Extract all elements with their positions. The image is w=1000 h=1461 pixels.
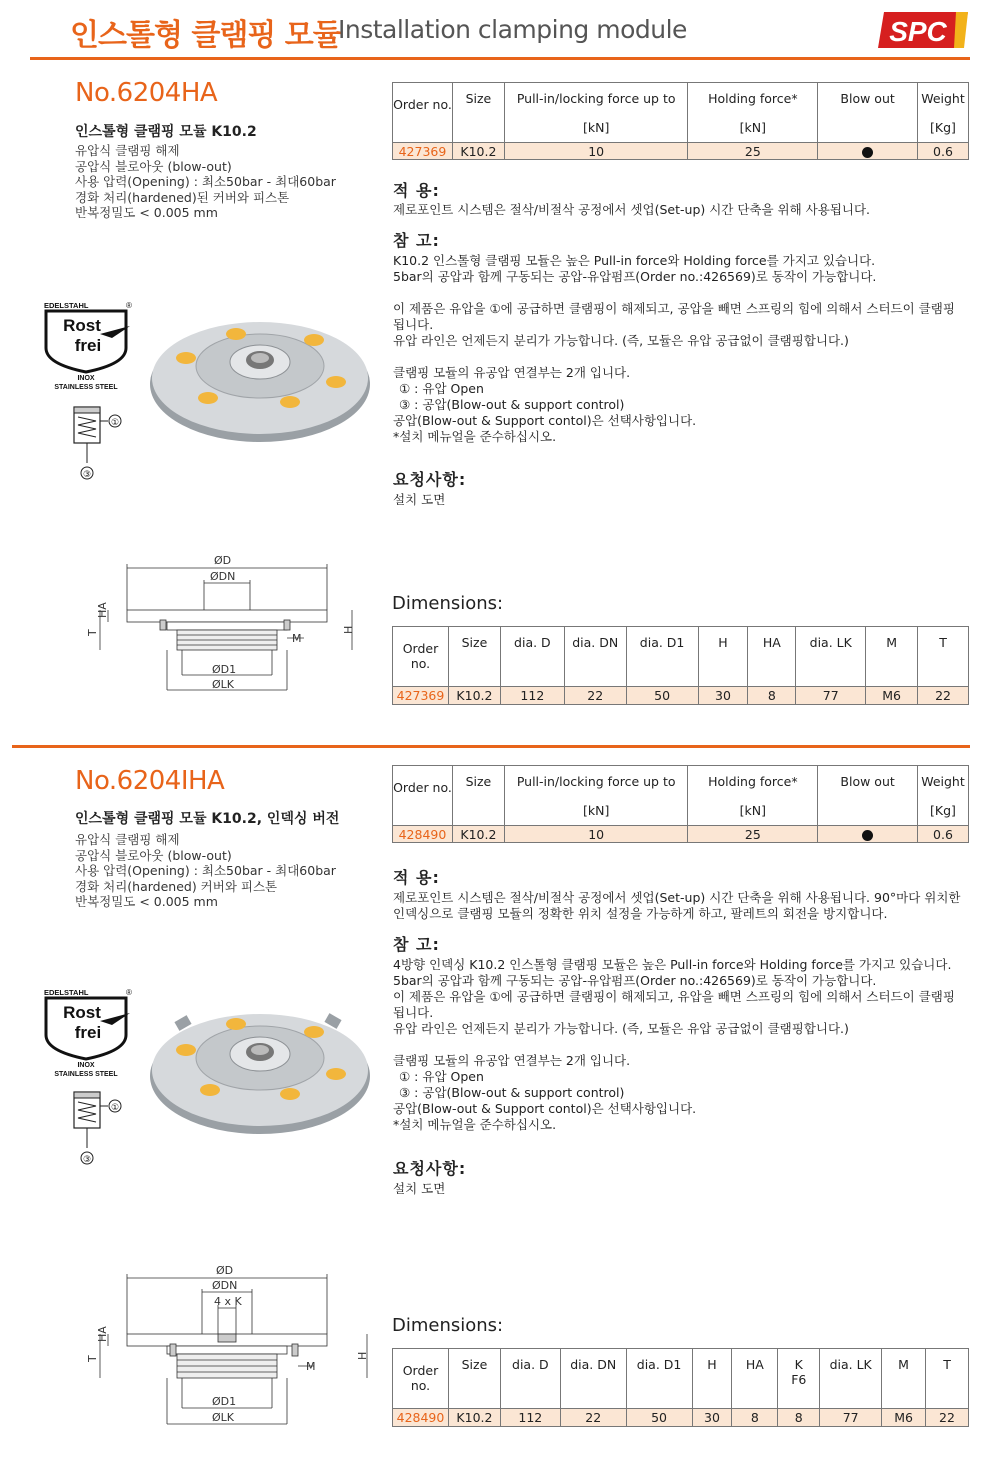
table-row [393,826,969,843]
feature-list [75,143,336,221]
apply-text: 제로포인트 시스템은 절삭/비절삭 공정에서 셋업(Set-up) 시간 단축을 위해 사용됩니다. 90°마다 위치한 인덱싱으로 클램핑 모듈의 정확한 위치 설정을 가능하게 하고, 팔레트의 회전을 방지합니다. [393,890,961,921]
feature-item: 사용 압력(Opening) : 최소50bar - 최대60bar [75,174,336,189]
spc-logo [878,8,968,52]
note-heading: 참 고: [393,231,440,250]
svg-text:EDELSTAHL: EDELSTAHL [44,301,89,310]
hydraulic-symbol-icon [68,1088,138,1168]
cell-size: K10.2 [452,826,504,843]
col-header-size: Size [448,1349,500,1409]
dim-label-dn: ØDN [212,1279,238,1292]
table-row [393,687,969,705]
cell-weight: 0.6 [917,143,968,160]
dim-label-m: M [306,1360,316,1373]
request-heading: 요청사항: [393,470,467,489]
cell-lk: 77 [796,687,866,705]
blowout-dot-icon [862,830,873,841]
cell-ha: 8 [732,1409,778,1427]
col-header-m: M [866,627,918,687]
svg-text:INOX: INOX [77,375,95,382]
col-header-size: Size [452,766,504,826]
col-header-d1: dia. D1 [626,1349,692,1409]
dim-label-h: H [356,1351,369,1360]
cell-h: 30 [692,1409,732,1427]
col-header-d: dia. D [500,627,564,687]
apply-heading: 적 용: [393,868,440,887]
feature-list [75,832,336,910]
col-header-hold: Holding force* [kN] [688,83,818,143]
svg-text:®: ® [126,301,132,310]
cell-size: K10.2 [448,687,500,705]
cell-t: 22 [918,687,969,705]
header-rule [30,57,970,60]
cell-size: K10.2 [452,143,504,160]
cell-size: K10.2 [448,1409,500,1427]
cell-d: 112 [500,687,564,705]
col-header-lk: dia. LK [820,1349,882,1409]
model-name: 인스톨형 클램핑 모듈 K10.2 [75,124,257,140]
rostfrei-stamp-icon [42,298,137,393]
cell-d: 112 [500,1409,560,1427]
note-heading: 참 고: [393,935,440,954]
dim-label-k: 4 x K [214,1295,242,1308]
svg-text:frei: frei [74,1023,102,1042]
dimensions-table [392,626,969,705]
cell-hold: 25 [688,826,818,843]
dim-label-h: H [342,625,355,634]
svg-text:STAINLESS STEEL: STAINLESS STEEL [54,1071,118,1078]
cell-pull: 10 [504,826,688,843]
col-header-t: T [926,1349,969,1409]
col-header-m: M [882,1349,926,1409]
cell-h: 30 [698,687,748,705]
svg-text:®: ® [126,988,132,997]
feature-item: 공압식 블로아웃 (blow-out) [75,847,232,863]
dim-label-d: ØD [214,554,232,567]
feature-item: 공압식 블로아웃 (blow-out) [75,158,232,174]
svg-text:Rost: Rost [63,316,101,335]
svg-text:Rost: Rost [63,1003,101,1022]
svg-text:③: ③ [82,1155,92,1165]
cell-t: 22 [926,1409,969,1427]
model-number: No.6204HA [75,78,218,108]
col-header-blow: Blow out [818,766,918,826]
feature-item: 경화 처리(hardened)된 커버와 피스톤 [75,189,290,205]
cell-pull: 10 [504,143,688,160]
cell-d1: 50 [626,687,698,705]
product-photo [148,300,373,450]
dim-label-ha: HA [96,602,109,618]
col-header-order: Order no. [393,1349,449,1409]
dim-label-lk: ØLK [212,678,234,691]
apply-text: 제로포인트 시스템은 절삭/비절삭 공정에서 셋업(Set-up) 시간 단축을 위해 사용됩니다. [393,202,871,217]
page-title-english: Installation clamping module [338,15,687,44]
cell-k: 8 [778,1409,820,1427]
technical-drawing [82,1262,382,1437]
col-header-dn: dia. DN [560,1349,626,1409]
col-header-weight: Weight [Kg] [917,766,968,826]
dimensions-heading: Dimensions: [392,1315,504,1336]
dimensions-heading: Dimensions: [392,593,504,614]
spec-table [392,82,969,160]
dim-label-d: ØD [216,1264,234,1277]
feature-item: 반복정밀도 < 0.005 mm [75,205,218,220]
col-header-ha: HA [748,627,796,687]
cell-ha: 8 [748,687,796,705]
cell-dn: 22 [564,687,626,705]
cell-dn: 22 [560,1409,626,1427]
request-heading: 요청사항: [393,1159,467,1178]
col-header-size: Size [448,627,500,687]
model-name: 인스톨형 클램핑 모듈 K10.2, 인덱싱 버전 [75,811,340,827]
spc-logo-text: SPC [889,16,947,47]
col-header-size: Size [452,83,504,143]
feature-item: 반복정밀도 < 0.005 mm [75,894,218,909]
dimensions-table [392,1348,969,1427]
dim-label-m: M [292,632,302,645]
cell-hold: 25 [688,143,818,160]
hydraulic-symbol-icon [68,403,138,483]
apply-heading: 적 용: [393,181,440,200]
col-header-dn: dia. DN [564,627,626,687]
col-header-pull: Pull-in/locking force up to [kN] [504,766,688,826]
feature-item: 유압식 클램핑 해제 [75,832,180,847]
dim-label-t: T [86,1355,99,1362]
table-row [393,1409,969,1427]
note-text: K10.2 인스톨형 클램핑 모듈은 높은 Pull-in force와 Holding force를 가지고 있습니다. 5bar의 공압과 함께 구동되는 공압-유압펌프(Order no.:426569)로 동작이 가능합니다. 이 제품은 유압을 ①에 공급하면 클램핑이 해제되고, 공압을 빼면 스프링의 힘에 의해서 스터드이 클램핑 됩니다. 유압 라인은 언제든지 분리가 가능합니다. (즉, 모듈은 유압 공급없이 클램핑합니다.) 클램핑 모듈의 유공압 연결부는 2개 입니다. ① : 유압 Open ③ : 공압(Blow-out & support control) 공압(Blow-out & Support contol)은 선택사항입니다. *설치 메뉴얼을 준수하십시오. [393,253,955,444]
col-header-h: H [698,627,748,687]
page-header [0,0,1000,56]
request-text: 설치 도면 [393,1181,446,1196]
col-header-h: H [692,1349,732,1409]
svg-text:EDELSTAHL: EDELSTAHL [44,988,89,997]
cell-order: 427369 [393,687,449,705]
col-header-blow: Blow out [818,83,918,143]
dim-label-d1: ØD1 [212,1395,237,1408]
cell-order: 428490 [393,826,453,843]
blowout-dot-icon [862,147,873,158]
cell-m: M6 [882,1409,926,1427]
svg-text:STAINLESS STEEL: STAINLESS STEEL [54,384,118,391]
col-header-ha: HA [732,1349,778,1409]
dim-label-dn: ØDN [210,570,236,583]
cell-lk: 77 [820,1409,882,1427]
cell-blow [818,143,918,160]
feature-item: 경화 처리(hardened) 커버와 피스톤 [75,878,278,894]
col-header-d1: dia. D1 [626,627,698,687]
col-header-lk: dia. LK [796,627,866,687]
rostfrei-stamp-icon [42,985,137,1080]
dim-label-lk: ØLK [212,1411,234,1424]
col-header-order: Order no. [393,83,453,143]
col-header-order: Order no. [393,766,453,826]
note-text: 4방향 인덱싱 K10.2 인스톨형 클램핑 모듈은 높은 Pull-in force와 Holding force를 가지고 있습니다. 5bar의 공압과 함께 구동되는 공압-유압펌프(Order no.:426569)로 동작이 가능합니다. 이 제품은 유압을 ①에 공급하면 클램핑이 해제되고, 유압을 빼면 스프링의 힘에 의해서 스터드이 클램핑 됩니다. 유압 라인은 언제든지 분리가 가능합니다. (즉, 모듈은 유압 공급없이 클램핑합니다.) 클램핑 모듈의 유공압 연결부는 2개 입니다. ① : 유압 Open ③ : 공압(Blow-out & support control) 공압(Blow-out & Support contol)은 선택사항입니다. *설치 메뉴얼을 준수하십시오. [393,957,955,1132]
cell-order: 428490 [393,1409,449,1427]
request-text: 설치 도면 [393,492,446,507]
dim-label-ha: HA [96,1326,109,1342]
spec-table [392,765,969,843]
technical-drawing [82,550,362,700]
dim-label-t: T [86,629,99,636]
cell-m: M6 [866,687,918,705]
col-header-t: T [918,627,969,687]
col-header-order: Order no. [393,627,449,687]
section-divider [12,745,970,748]
col-header-pull: Pull-in/locking force up to [kN] [504,83,688,143]
col-header-hold: Holding force* [kN] [688,766,818,826]
col-header-weight: Weight [Kg] [917,83,968,143]
svg-text:①: ① [110,418,120,428]
svg-text:①: ① [110,1103,120,1113]
cell-blow [818,826,918,843]
product-photo [148,990,373,1140]
col-header-d: dia. D [500,1349,560,1409]
svg-text:③: ③ [82,470,92,480]
feature-item: 유압식 클램핑 해제 [75,143,180,158]
cell-weight: 0.6 [917,826,968,843]
table-row [393,143,969,160]
svg-text:frei: frei [74,336,102,355]
col-header-k: K F6 [778,1349,820,1409]
cell-d1: 50 [626,1409,692,1427]
page-title-korean: 인스톨형 클램핑 모듈 [70,18,341,53]
svg-text:INOX: INOX [77,1062,95,1069]
dim-label-d1: ØD1 [212,663,237,676]
cell-order: 427369 [393,143,453,160]
feature-item: 사용 압력(Opening) : 최소50bar - 최대60bar [75,863,336,878]
model-number: No.6204IHA [75,766,225,796]
